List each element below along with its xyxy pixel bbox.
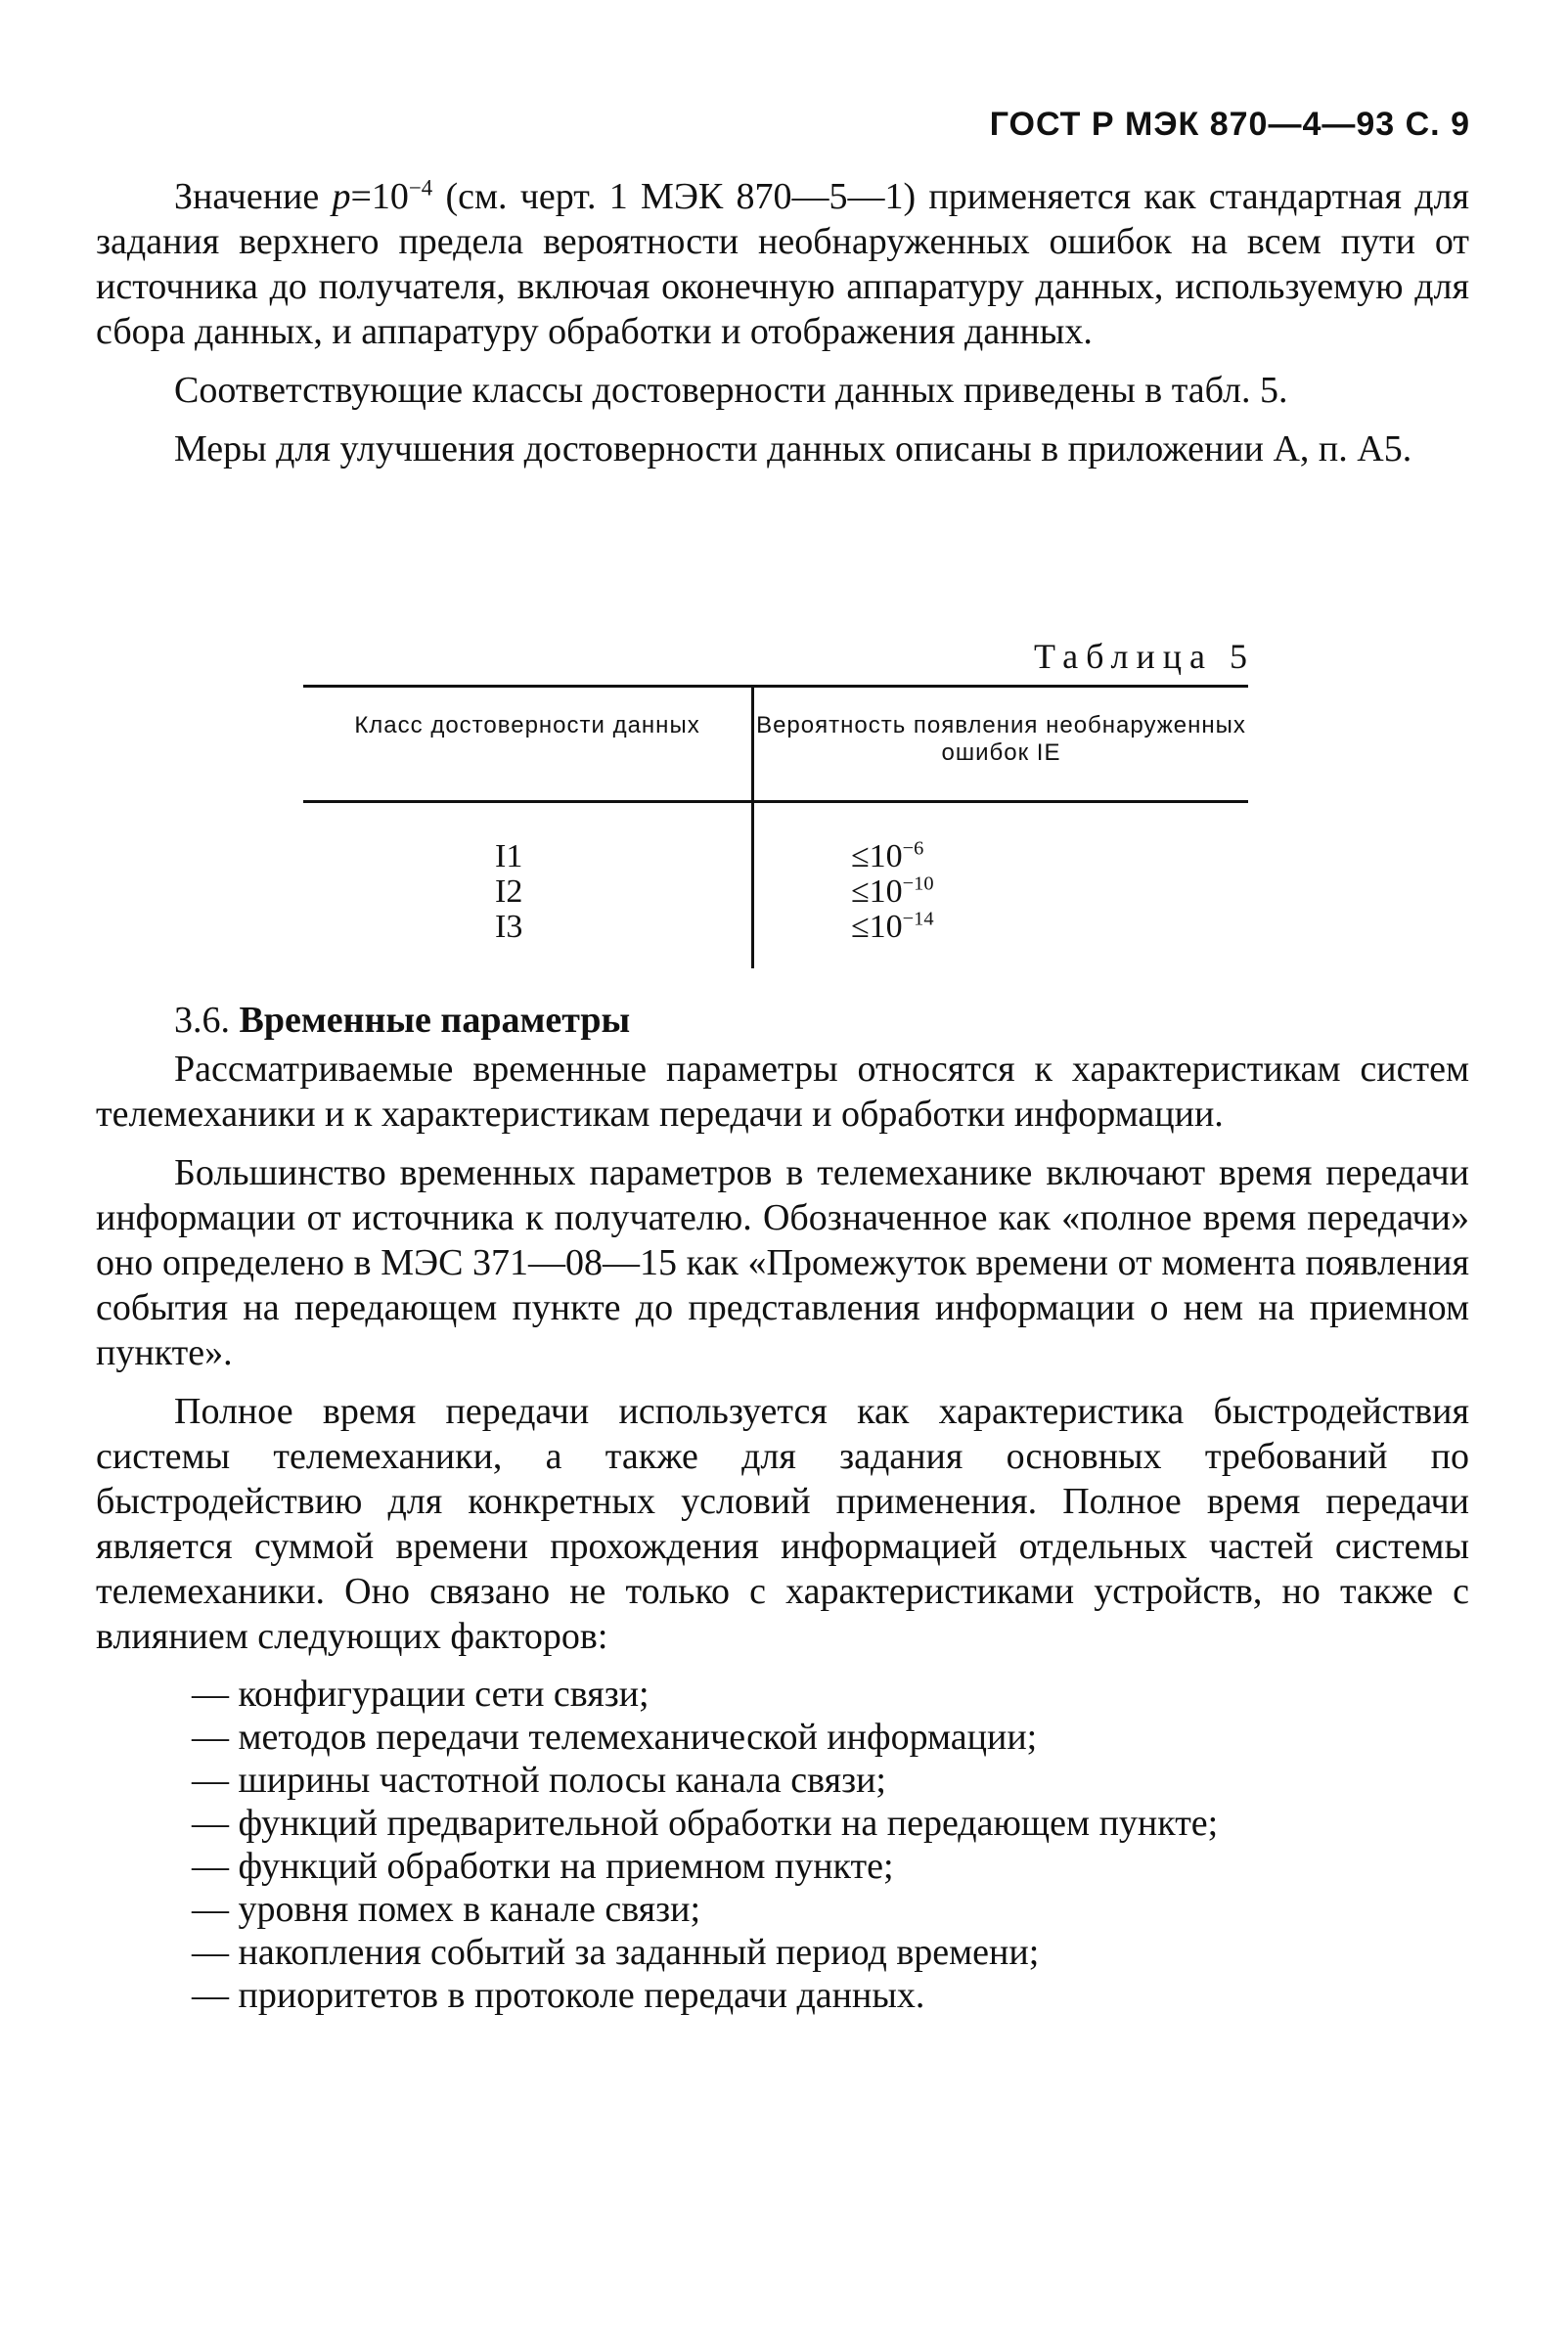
- table-cell-probability: $\le 10^{-14}$: [851, 908, 934, 945]
- table-column-class: [495, 839, 612, 945]
- list-item: — функций предварительной обработки на передающем пункте;: [192, 1803, 1219, 1844]
- list-item: — приоритетов в протоколе передачи данных.: [192, 1975, 925, 2016]
- factors-list: [96, 1673, 1469, 2017]
- section-heading: [174, 998, 630, 1043]
- list-item: — функций обработки на приемном пункте;: [192, 1846, 894, 1887]
- table-caption: Таблица 5: [1034, 637, 1255, 676]
- table-header-class: Класс достоверности данных: [354, 712, 700, 738]
- list-item: — ширины частотной полосы канала связи;: [192, 1760, 886, 1801]
- table-header-probability: Вероятность появления необнаруженных ошибок IE: [756, 712, 1246, 766]
- p1-text-end: (см. черт. 1 МЭК 870—5—1) применяется как стандартная для задания верхнего предела вероятности необнаруженных ошибок на всем пути от источника до получателя, включая оконечную аппаратуру данных, используемую для сбора данных, и аппаратуру обработки и отображения данных.: [96, 176, 1470, 352]
- table-top-rule: [303, 685, 1248, 688]
- list-item: — конфигурации сети связи;: [192, 1674, 650, 1715]
- table-cell-class: I2: [495, 873, 523, 910]
- intro-paragraph-3: Меры для улучшения достоверности данных описаны в приложении А, п. А5.: [174, 428, 1412, 470]
- reliability-table: [303, 685, 1248, 968]
- list-item: — накопления событий за заданный период времени;: [192, 1932, 1040, 1973]
- section-paragraph-3: Полное время передачи используется как характеристика быстродействия системы телемеханики, а также для задания основных требований по быстродействию для конкретных условий применения. Полное время передачи является суммой времени прохождения информацией отдельных частей системы телемеханики. Оно связано не только с характеристиками устройств, но также с влиянием следующих факторов:: [96, 1391, 1469, 1657]
- section-paragraph-2: Большинство временных параметров в телемеханике включают время передачи информации от источника к получателю. Обозначенное как «полное время передачи» оно определено в МЭС 371—08—15 как «Промежуток времени от момента появления события на передающем пункте до представления информации о нем на приемном пункте».: [96, 1152, 1469, 1373]
- list-item: — методов передачи телемеханической информации;: [192, 1717, 1038, 1758]
- p1-equals: =10: [350, 176, 409, 217]
- intro-paragraph-1: [96, 174, 1469, 354]
- intro-paragraph-2: Соответствующие классы достоверности данных приведены в табл. 5.: [174, 370, 1288, 411]
- section-number: 3.6.: [174, 1000, 230, 1041]
- table-cell-class: I1: [495, 838, 523, 874]
- table-cell-class: I3: [495, 909, 523, 945]
- list-item: — уровня помех в канале связи;: [192, 1889, 701, 1930]
- table-cell-probability: $\le 10^{-6}$: [851, 837, 924, 874]
- p1-exponent: −4: [408, 175, 433, 201]
- p1-text-start: Значение: [174, 176, 333, 217]
- section-body: [96, 1047, 1469, 2017]
- table-header-rule: [303, 800, 1248, 803]
- intro-block: [96, 174, 1469, 485]
- table-column-probability: [851, 839, 1047, 945]
- table-cell-probability: $\le 10^{-10}$: [851, 872, 934, 910]
- p1-variable: p: [332, 176, 351, 217]
- section-title: Временные параметры: [239, 1000, 631, 1041]
- running-header: ГОСТ Р МЭК 870—4—93 С. 9: [989, 106, 1470, 143]
- section-paragraph-1: Рассматриваемые временные параметры относятся к характеристикам систем телемеханики и к характеристикам передачи и обработки информации.: [96, 1049, 1469, 1135]
